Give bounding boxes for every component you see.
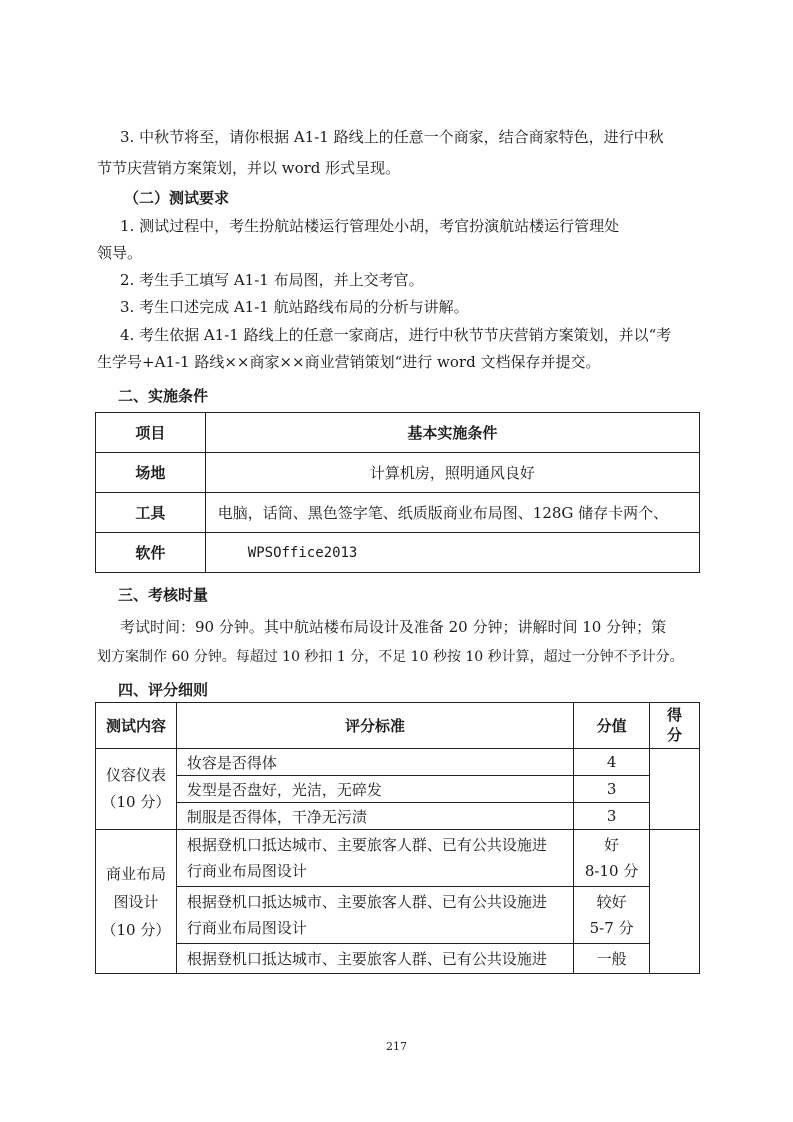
paragraph-item3-line2: 节节庆营销方案策划，并以 word 形式呈现。: [97, 159, 401, 177]
table-row: [96, 944, 700, 974]
conditions-header-item: 项目: [96, 413, 206, 453]
requirement-4-line2: 生学号+A1-1 路线××商家××商业营销策划“进行 word 文档保存并提交。: [97, 353, 601, 371]
points-cell: [574, 830, 650, 887]
table-row: [96, 776, 700, 803]
points-grade: 好: [604, 836, 620, 854]
criteria-line: 行商业布局图设计: [186, 919, 307, 937]
points-cell: 4: [574, 749, 650, 776]
points-grade: 一般: [596, 950, 627, 968]
category-layout-line1: 商业布局: [105, 865, 166, 883]
conditions-row-label: 工具: [96, 493, 206, 533]
time-paragraph-line2: 划方案制作 60 分钟。每超过 10 秒扣 1 分，不足 10 秒按 10 秒计算，超过一分钟不予计分。: [97, 649, 684, 665]
heading-implementation-conditions: 二、实施条件: [118, 387, 209, 405]
scoring-header-criteria: 评分标准: [176, 703, 573, 749]
page-number: 217: [386, 1040, 407, 1053]
category-appearance: [96, 749, 177, 830]
time-paragraph-line1: 考试时间：90 分钟。其中航站楼布局设计及准备 20 分钟；讲解时间 10 分钟；策: [120, 618, 667, 636]
paragraph-item3-line1: 3. 中秋节将至，请你根据 A1-1 路线上的任意一个商家，结合商家特色，进行中秋: [120, 128, 664, 146]
scoring-header-content: 测试内容: [96, 703, 177, 749]
conditions-row-label: 场地: [96, 453, 206, 493]
table-row: [96, 749, 700, 776]
requirement-4-line1: 4. 考生依据 A1-1 路线上的任意一家商店，进行中秋节节庆营销方案策划，并以“考: [120, 326, 672, 344]
criteria-cell: 制服是否得体，干净无污渍: [176, 803, 573, 830]
category-layout-line2: 图设计: [113, 893, 159, 911]
requirement-3: 3. 考生口述完成 A1-1 航站路线布局的分析与讲解。: [120, 298, 469, 316]
conditions-row-value: 计算机房，照明通风良好: [205, 453, 699, 493]
scoring-header-row: [96, 703, 700, 749]
conditions-row-value: 电脑，话筒、黑色签字笔、纸质版商业布局图、128G 储存卡两个、: [205, 493, 699, 533]
table-row: [96, 453, 700, 493]
table-row: [96, 533, 700, 573]
category-appearance-line1: 仪容仪表: [105, 766, 166, 784]
criteria-cell: [176, 830, 573, 887]
points-cell: [574, 944, 650, 974]
scoring-header-points: 分值: [574, 703, 650, 749]
conditions-table: [95, 412, 700, 573]
points-cell: 3: [574, 803, 650, 830]
score-cell-layout: [650, 830, 700, 974]
criteria-line: 根据登机口抵达城市、主要旅客人群、已有公共设施进: [186, 950, 547, 968]
points-range: 5-7 分: [589, 919, 634, 937]
criteria-cell: 发型是否盘好，光洁，无碎发: [176, 776, 573, 803]
criteria-line: 行商业布局图设计: [186, 862, 307, 880]
requirement-2: 2. 考生手工填写 A1-1 布局图，并上交考官。: [120, 271, 424, 289]
heading-assessment-time: 三、考核时量: [118, 586, 209, 604]
category-layout-line3: （10 分）: [101, 921, 171, 939]
heading-scoring-details: 四、评分细则: [118, 681, 209, 699]
table-row: [96, 803, 700, 830]
criteria-line: 根据登机口抵达城市、主要旅客人群、已有公共设施进: [186, 893, 547, 911]
criteria-cell: [176, 887, 573, 944]
criteria-line: 根据登机口抵达城市、主要旅客人群、已有公共设施进: [186, 836, 547, 854]
heading-test-requirements: （二）测试要求: [124, 189, 230, 207]
requirement-1-line2: 领导。: [97, 244, 143, 262]
score-cell-appearance: [650, 749, 700, 830]
points-range: 8-10 分: [584, 862, 639, 880]
criteria-cell: [176, 944, 573, 974]
conditions-header-row: [96, 413, 700, 453]
criteria-cell: 妆容是否得体: [176, 749, 573, 776]
points-cell: [574, 887, 650, 944]
conditions-row-value: WPSOffice2013: [205, 533, 699, 573]
points-cell: 3: [574, 776, 650, 803]
scoring-table: [95, 702, 700, 974]
scoring-header-score-label: 得分: [667, 706, 683, 744]
category-appearance-line2: （10 分）: [101, 793, 171, 811]
conditions-row-label: 软件: [96, 533, 206, 573]
table-row: [96, 830, 700, 887]
category-layout-design: [96, 830, 177, 974]
scoring-header-score: [650, 703, 700, 749]
table-row: [96, 493, 700, 533]
conditions-header-basic: 基本实施条件: [205, 413, 699, 453]
table-row: [96, 887, 700, 944]
points-grade: 较好: [596, 893, 627, 911]
requirement-1-line1: 1. 测试过程中，考生扮航站楼运行管理处小胡，考官扮演航站楼运行管理处: [120, 217, 620, 235]
